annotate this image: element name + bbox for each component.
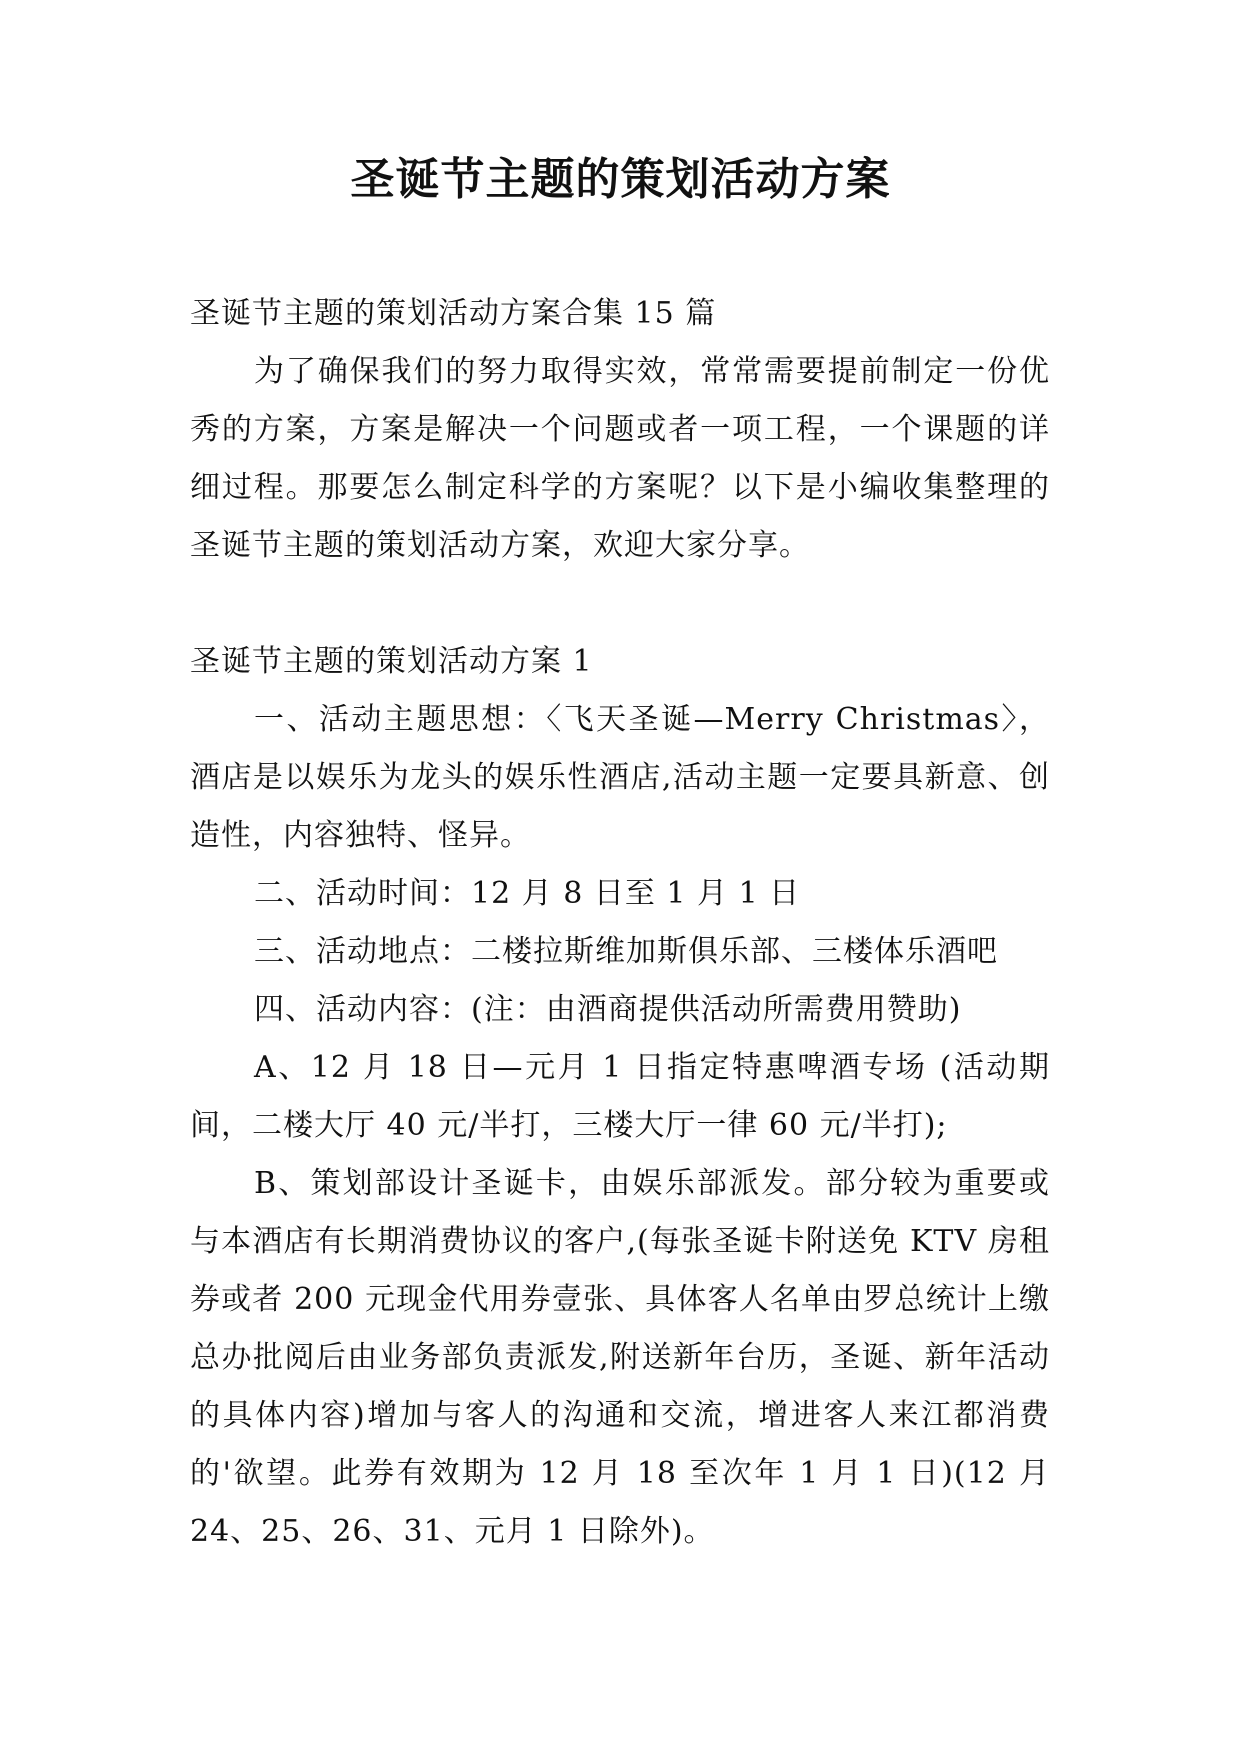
document-title: 圣诞节主题的策划活动方案 [350, 154, 891, 205]
body-paragraph: 三、活动地点：二楼拉斯维加斯俱乐部、三楼体乐酒吧 [254, 934, 998, 969]
body-paragraph: A、12 月 18 日—元月 1 日指定特惠啤酒专场 (活动期间，二楼大厅 40 元/半打，三楼大厅一律 60 元/半打); [190, 1050, 1050, 1143]
section-heading: 圣诞节主题的策划活动方案 1 [190, 644, 593, 679]
body-paragraph: 二、活动时间：12 月 8 日至 1 月 1 日 [254, 876, 801, 911]
body-paragraph: B、策划部设计圣诞卡，由娱乐部派发。部分较为重要或与本酒店有长期消费协议的客户,(每张圣诞卡附送免 KTV 房租券或者 200 元现金代用券壹张、具体客人名单由罗总统计上缴总办批阅后由业务部负责派发,附送新年台历，圣诞、新年活动的具体内容)增加与客人的沟通和交流，增进客人来江都消费的'欲望。此券有效期为 12 月 18 至次年 1 月 1 日)(12 月 24、25、26、31、元月 1 日除外)。 [190, 1166, 1050, 1549]
body-paragraph: 一、活动主题思想：〈飞天圣诞—Merry Christmas〉，酒店是以娱乐为龙头的娱乐性酒店,活动主题一定要具新意、创造性，内容独特、怪异。 [190, 702, 1050, 853]
document-body [190, 285, 1050, 1561]
paragraph-spacer [190, 575, 1050, 633]
collection-line: 圣诞节主题的策划活动方案合集 15 篇 [190, 296, 717, 331]
intro-paragraph: 为了确保我们的努力取得实效，常常需要提前制定一份优秀的方案，方案是解决一个问题或者一项工程，一个课题的详细过程。那要怎么制定科学的方案呢？以下是小编收集整理的圣诞节主题的策划活动方案，欢迎大家分享。 [190, 354, 1050, 563]
body-paragraph: 四、活动内容：(注：由酒商提供活动所需费用赞助) [254, 992, 962, 1027]
